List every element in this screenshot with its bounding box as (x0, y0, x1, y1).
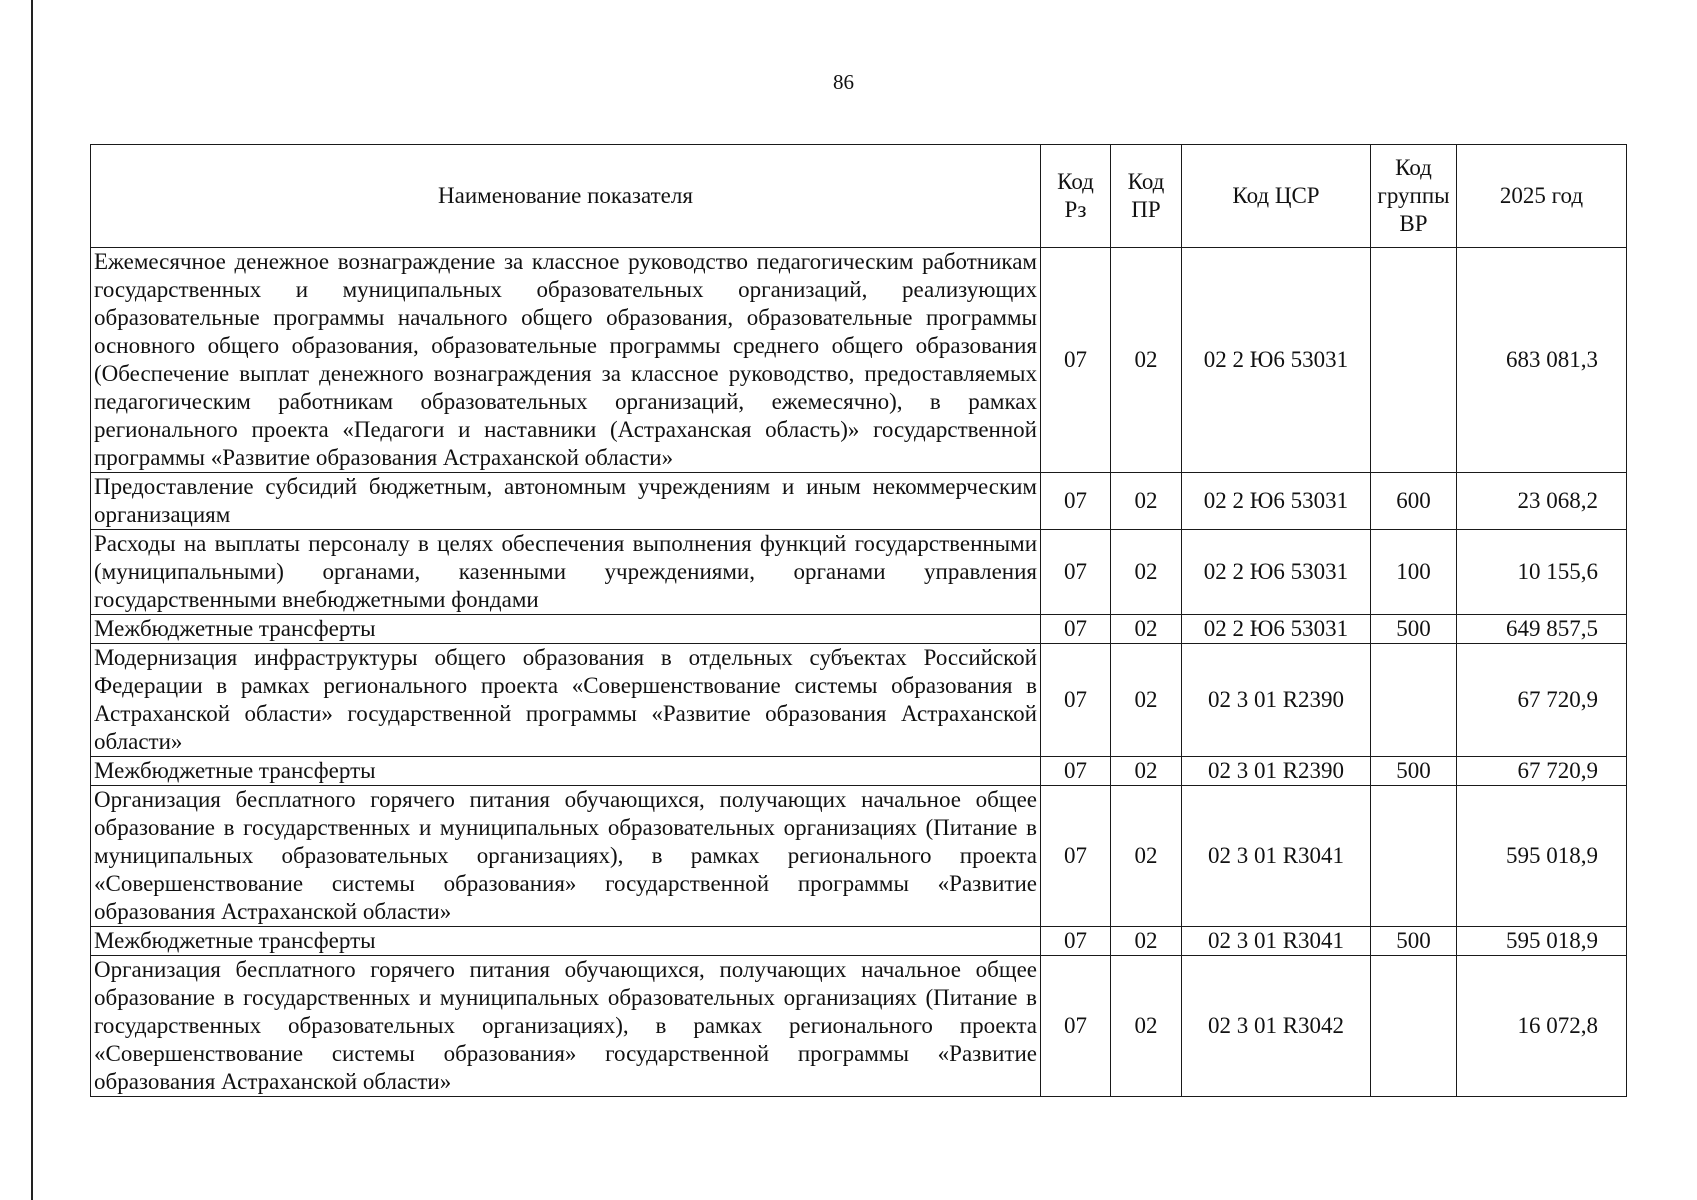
header-name: Наименование показателя (91, 145, 1041, 248)
row-vr: 500 (1371, 615, 1457, 644)
table-row (91, 786, 1627, 927)
header-rz: Код Рз (1041, 145, 1111, 248)
row-sum: 16 072,8 (1457, 956, 1627, 1097)
row-rz: 07 (1041, 530, 1111, 615)
row-pr: 02 (1111, 786, 1182, 927)
page-number-text: 86 (833, 70, 854, 94)
row-rz: 07 (1041, 956, 1111, 1097)
row-vr: 500 (1371, 757, 1457, 786)
header-pr: Код ПР (1111, 145, 1182, 248)
row-pr: 02 (1111, 530, 1182, 615)
page-number (0, 70, 1697, 95)
row-vr: 100 (1371, 530, 1457, 615)
row-vr (1371, 248, 1457, 473)
table-row (91, 248, 1627, 473)
row-vr (1371, 786, 1457, 927)
header-vr: Код группы ВР (1371, 145, 1457, 248)
row-csr: 02 3 01 R3042 (1182, 956, 1371, 1097)
row-name: Расходы на выплаты персоналу в целях обеспечения выполнения функций государственными (муниципальными) органами, казенными учреждениями, органами управления государственными внебюджетными фондами (91, 530, 1041, 615)
table-row (91, 530, 1627, 615)
row-sum: 10 155,6 (1457, 530, 1627, 615)
binding-margin-line (31, 0, 33, 1200)
row-pr: 02 (1111, 248, 1182, 473)
row-name: Ежемесячное денежное вознаграждение за классное руководство педагогическим работникам государственных и муниципальных образовательных организаций, реализующих образовательные программы начального общего образования, образовательные программы основного общего образования, образовательные программы среднего общего образования (Обеспечение выплат денежного вознаграждения за классное руководство, предоставляемых педагогическим работникам образовательных организаций, ежемесячно), в рамках регионального проекта «Педагоги и наставники (Астраханская область)» государственной программы «Развитие образования Астраханской области» (91, 248, 1041, 473)
row-vr (1371, 956, 1457, 1097)
row-pr: 02 (1111, 473, 1182, 530)
table-row (91, 473, 1627, 530)
row-name: Межбюджетные трансферты (91, 757, 1041, 786)
table-row (91, 757, 1627, 786)
row-vr (1371, 644, 1457, 757)
row-csr: 02 3 01 R3041 (1182, 927, 1371, 956)
row-pr: 02 (1111, 956, 1182, 1097)
row-name: Организация бесплатного горячего питания обучающихся, получающих начальное общее образование в государственных и муниципальных образовательных организациях (Питание в муниципальных образовательных организациях), в рамках регионального проекта «Совершенствование системы образования» государственной программы «Развитие образования Астраханской области» (91, 786, 1041, 927)
budget-table (90, 144, 1627, 1097)
row-name: Межбюджетные трансферты (91, 615, 1041, 644)
row-pr: 02 (1111, 615, 1182, 644)
table-header (91, 145, 1627, 248)
row-csr: 02 3 01 R2390 (1182, 644, 1371, 757)
table-body (91, 248, 1627, 1097)
row-rz: 07 (1041, 248, 1111, 473)
row-rz: 07 (1041, 927, 1111, 956)
row-name: Межбюджетные трансферты (91, 927, 1041, 956)
header-year: 2025 год (1457, 145, 1627, 248)
row-sum: 595 018,9 (1457, 927, 1627, 956)
row-sum: 67 720,9 (1457, 644, 1627, 757)
table-row (91, 644, 1627, 757)
row-vr: 600 (1371, 473, 1457, 530)
row-sum: 649 857,5 (1457, 615, 1627, 644)
row-rz: 07 (1041, 786, 1111, 927)
row-name: Организация бесплатного горячего питания обучающихся, получающих начальное общее образование в государственных и муниципальных образовательных организациях (Питание в государственных образовательных организациях), в рамках регионального проекта «Совершенствование системы образования» государственной программы «Развитие образования Астраханской области» (91, 956, 1041, 1097)
row-sum: 23 068,2 (1457, 473, 1627, 530)
row-sum: 595 018,9 (1457, 786, 1627, 927)
row-pr: 02 (1111, 644, 1182, 757)
table-row (91, 956, 1627, 1097)
row-pr: 02 (1111, 927, 1182, 956)
row-csr: 02 2 Ю6 53031 (1182, 473, 1371, 530)
row-rz: 07 (1041, 473, 1111, 530)
row-csr: 02 3 01 R3041 (1182, 786, 1371, 927)
row-csr: 02 2 Ю6 53031 (1182, 248, 1371, 473)
row-csr: 02 3 01 R2390 (1182, 757, 1371, 786)
row-rz: 07 (1041, 615, 1111, 644)
row-vr: 500 (1371, 927, 1457, 956)
row-rz: 07 (1041, 644, 1111, 757)
row-pr: 02 (1111, 757, 1182, 786)
row-rz: 07 (1041, 757, 1111, 786)
row-csr: 02 2 Ю6 53031 (1182, 615, 1371, 644)
row-name: Модернизация инфраструктуры общего образования в отдельных субъектах Российской Федерации в рамках регионального проекта «Совершенствование системы образования в Астраханской области» государственной программы «Развитие образования Астраханской области» (91, 644, 1041, 757)
header-csr: Код ЦСР (1182, 145, 1371, 248)
table-row (91, 927, 1627, 956)
row-sum: 67 720,9 (1457, 757, 1627, 786)
row-csr: 02 2 Ю6 53031 (1182, 530, 1371, 615)
header-row (91, 145, 1627, 248)
row-name: Предоставление субсидий бюджетным, автономным учреждениям и иным некоммерческим организациям (91, 473, 1041, 530)
row-sum: 683 081,3 (1457, 248, 1627, 473)
table-row (91, 615, 1627, 644)
